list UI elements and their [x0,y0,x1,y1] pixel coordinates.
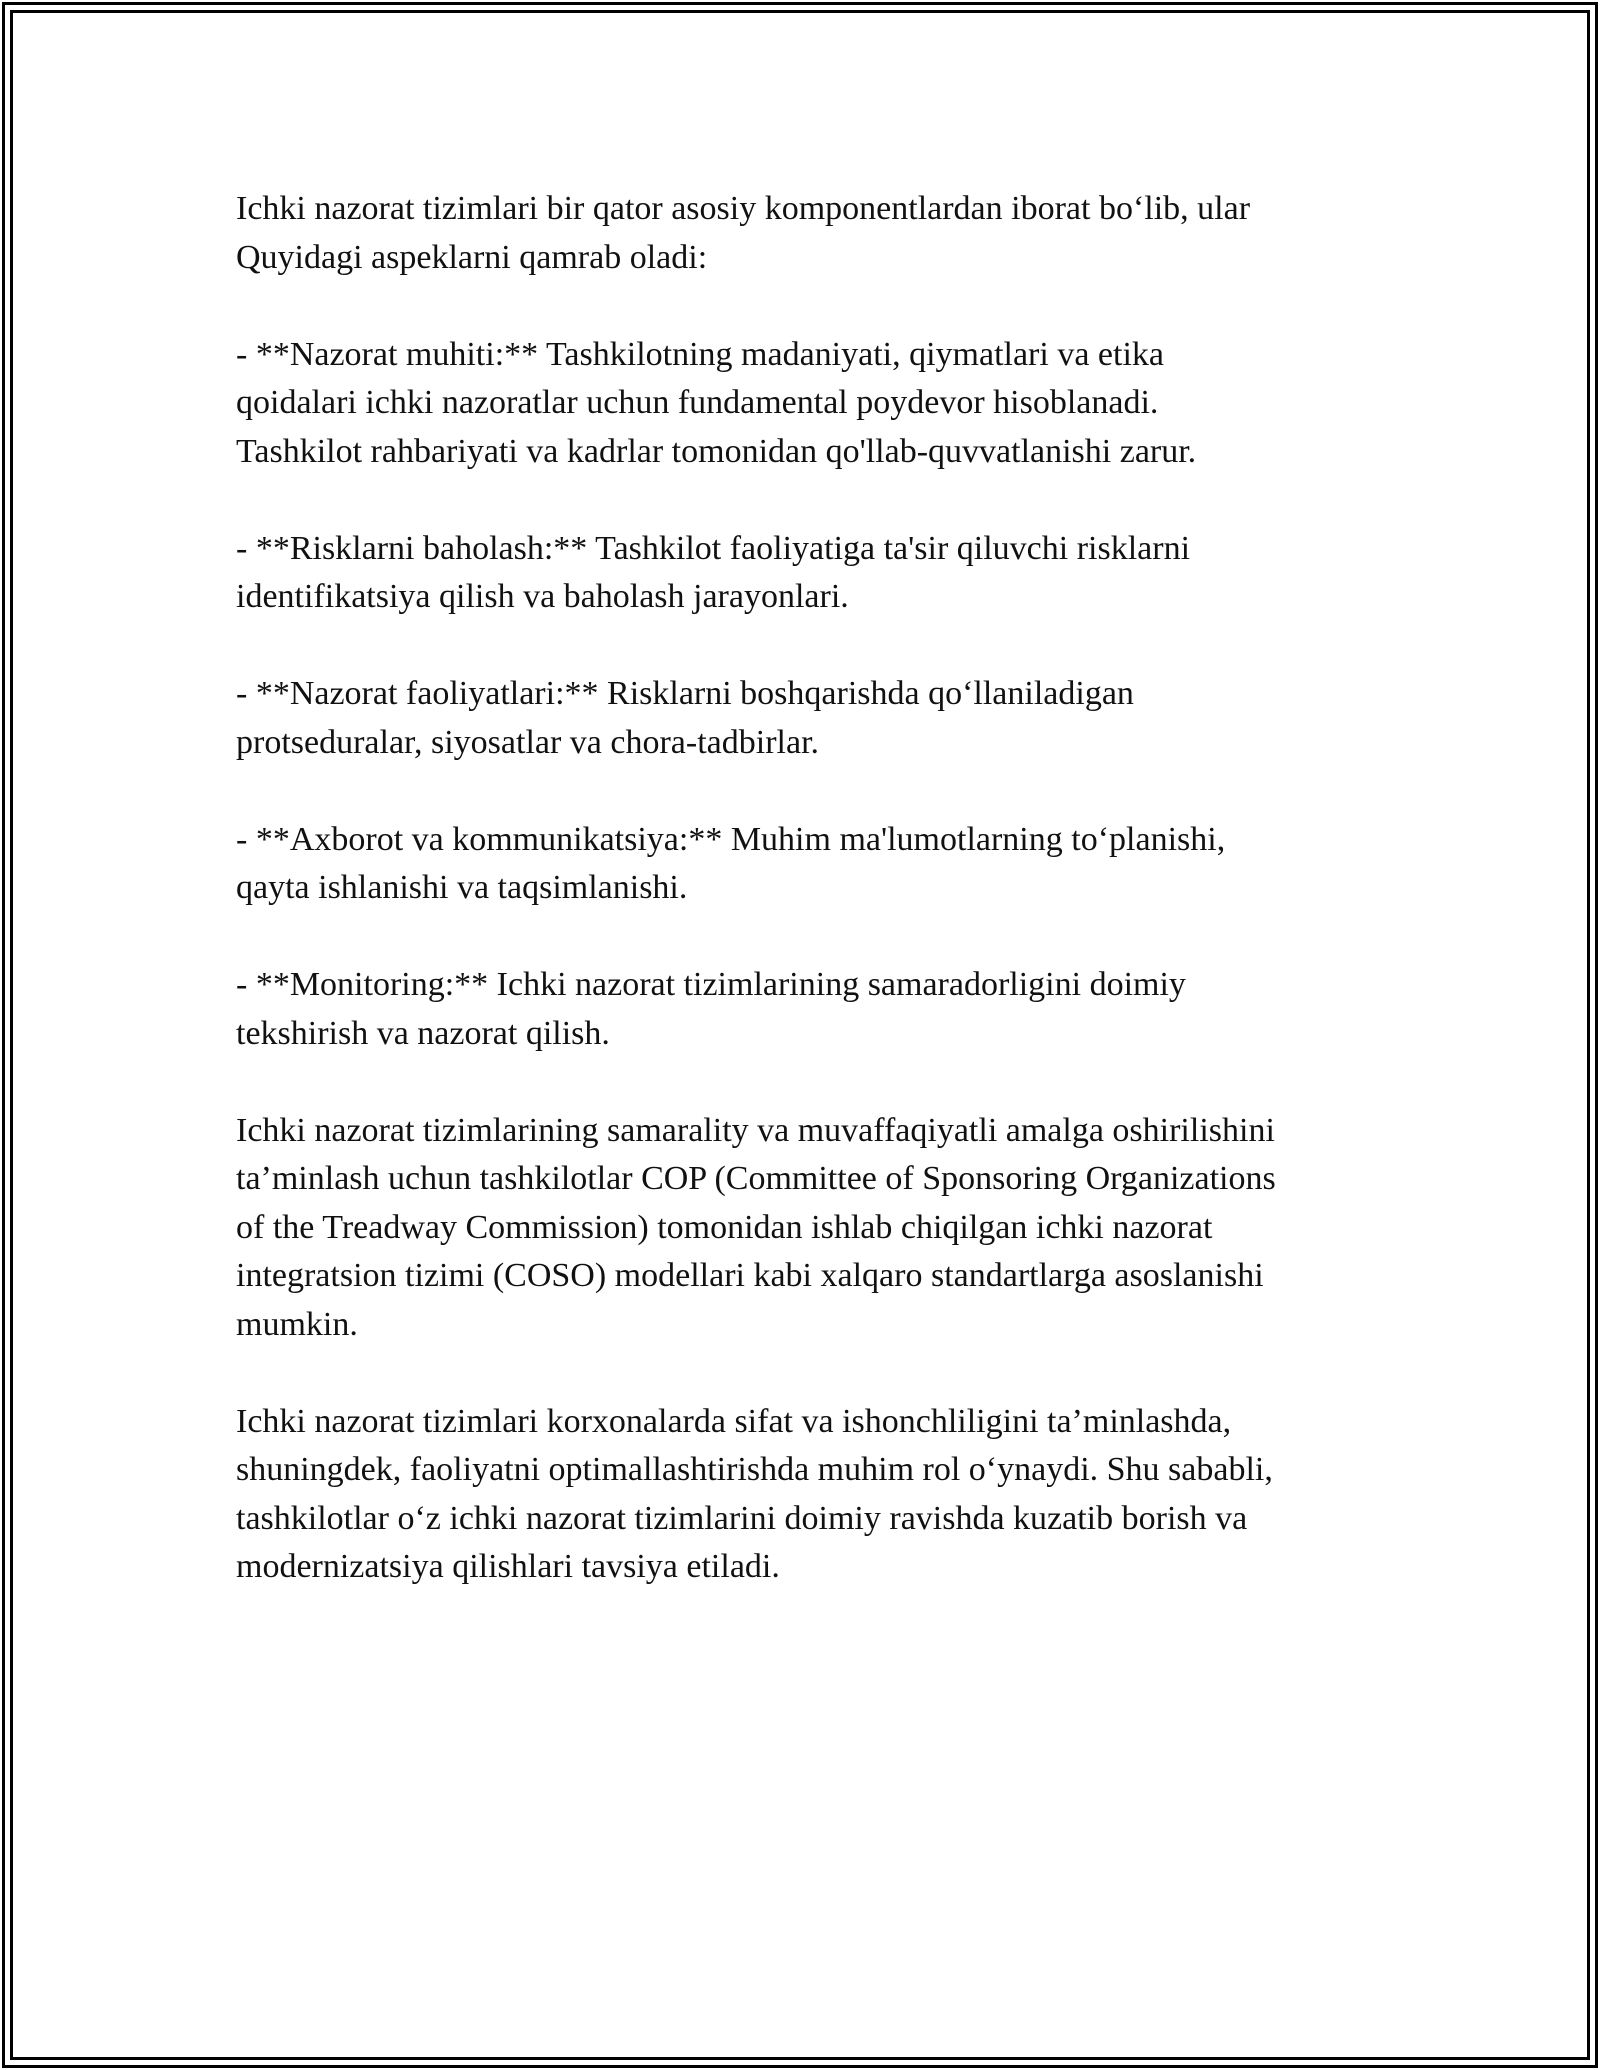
intro-paragraph: Ichki nazorat tizimlari bir qator asosiy komponentlardan iborat bo‘lib, ular Quyidagi aspeklarni qamrab oladi: [236,190,1251,276]
list-item-control-environment: - **Nazorat muhiti:** Tashkilotning madaniyati, qiymatlari va etika qoidalari ichki nazoratlar uchun fundamental poydevor hisoblanadi. Tashkilot rahbariyati va kadrlar tomonidan qo'llab-quvvatlanishi zarur. [236,335,1197,470]
document-body [236,185,1366,1640]
standards-paragraph: Ichki nazorat tizimlarining samarality va muvaffaqiyatli amalga oshirilishini ta’minlash uchun tashkilotlar COP (Committee of Sponsoring Organizations of the Treadway Commission) tomonidan ishlab chiqilgan ichki nazorat integratsion tizimi (COSO) modellari kabi xalqaro standartlarga asoslanishi mumkin. [236,1111,1276,1343]
list-item-monitoring: - **Monitoring:** Ichki nazorat tizimlarining samaradorligini doimiy tekshirish va nazorat qilish. [236,966,1186,1052]
list-item-information-communication: - **Axborot va kommunikatsiya:** Muhim ma'lumotlarning to‘planishi, qayta ishlanishi va taqsimlanishi. [236,820,1226,906]
list-item-risk-assessment: - **Risklarni baholash:** Tashkilot faoliyatiga ta'sir qiluvchi risklarni identifikatsiya qilish va baholash jarayonlari. [236,529,1191,615]
conclusion-paragraph: Ichki nazorat tizimlari korxonalarda sifat va ishonchliligini ta’minlashda, shuningdek, faoliyatni optimallashtirishda muhim rol o‘ynaydi. Shu sababli, tashkilotlar o‘z ichki nazorat tizimlarini doimiy ravishda kuzatib borish va modernizatsiya qilishlari tavsiya etiladi. [236,1402,1273,1585]
list-item-control-activities: - **Nazorat faoliyatlari:** Risklarni boshqarishda qo‘llaniladigan protseduralar, siyosatlar va chora-tadbirlar. [236,675,1134,761]
